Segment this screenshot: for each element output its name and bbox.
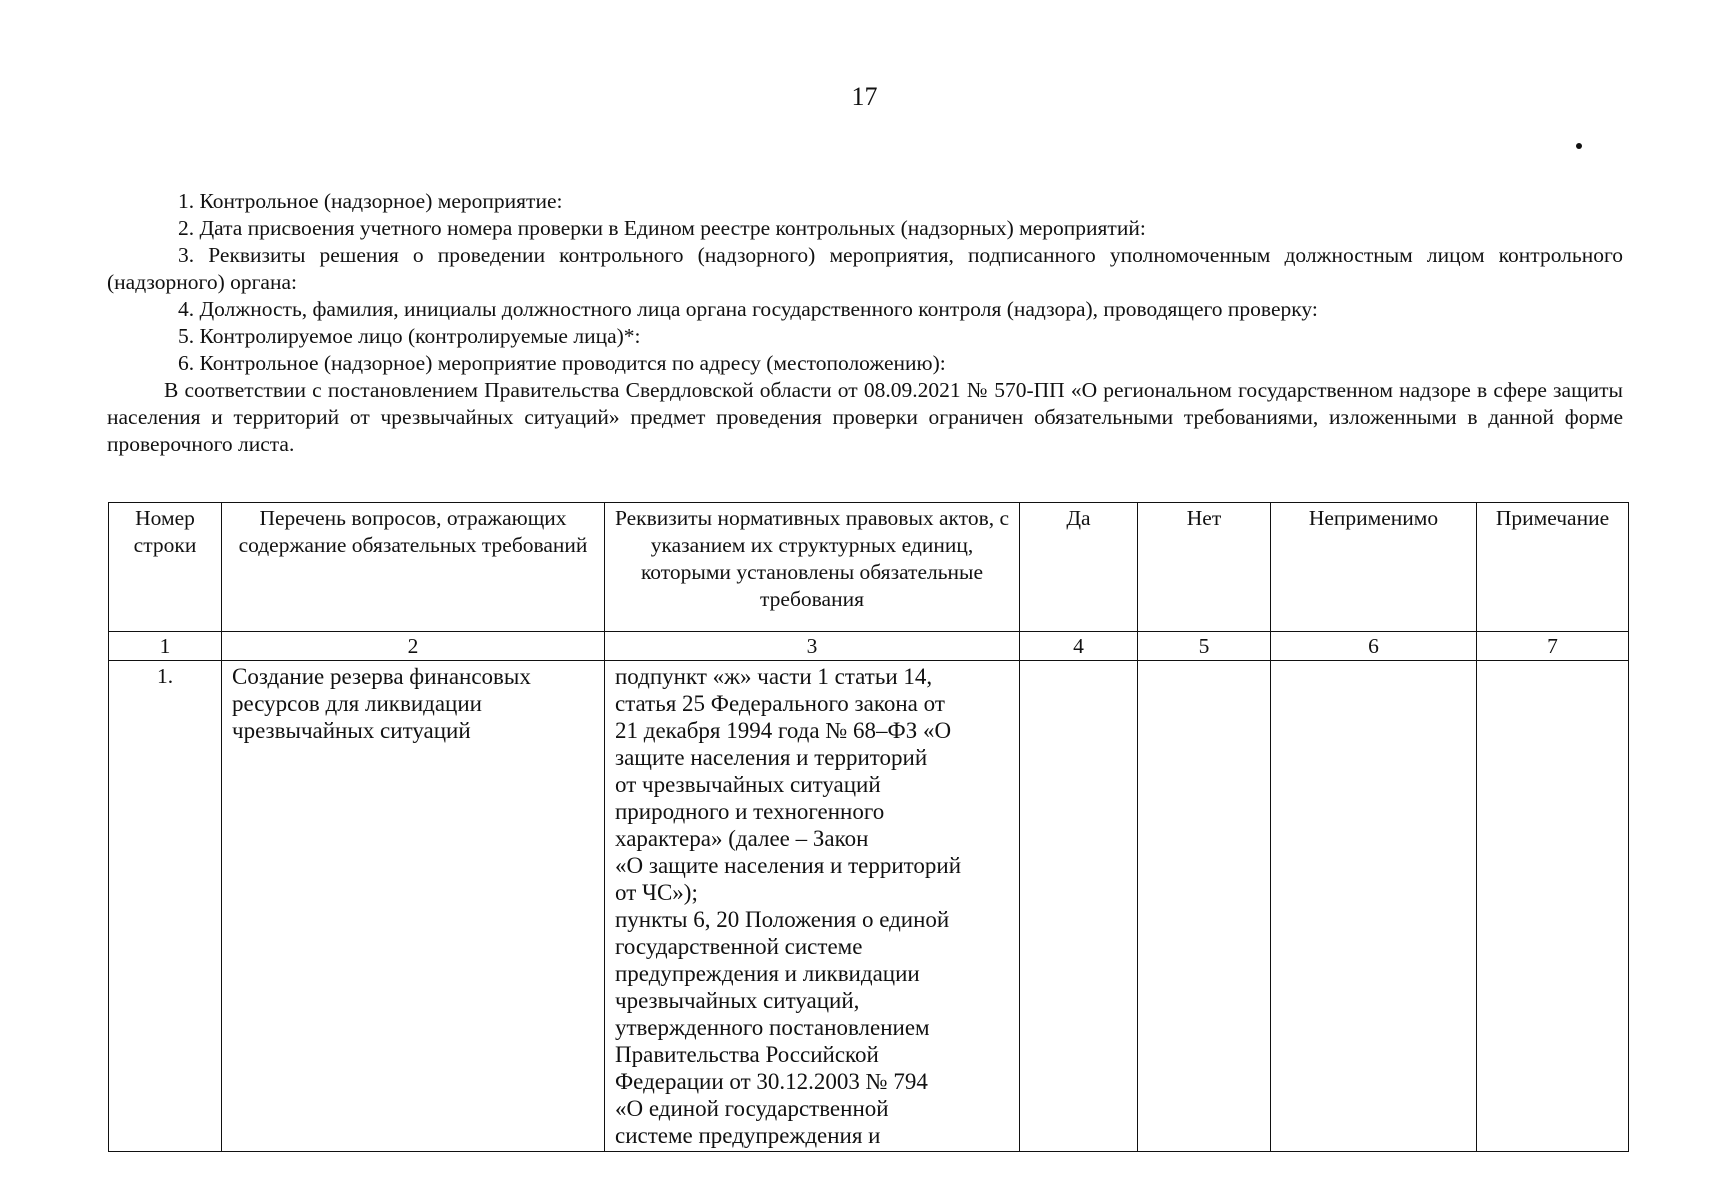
intro-paragraph: В соответствии с постановлением Правительства Свердловской области от 08.09.2021 № 570-ПП «О региональном государственном надзоре в сфере защиты населения и территорий от чрезвычайных ситуаций» предмет проведения проверки ограничен обязательными требованиями, изложенными в данной форме проверочного листа. xyxy=(107,378,1623,456)
yes-cell[interactable] xyxy=(1020,661,1138,1152)
column-number-row xyxy=(109,632,1629,661)
header-not-applicable: Неприменимо xyxy=(1271,503,1477,632)
header-questions: Перечень вопросов, отражающих содержание обязательных требований xyxy=(222,503,605,632)
header-requisites: Реквизиты нормативных правовых актов, с указанием их структурных единиц, которыми установлены обязательные требования xyxy=(605,503,1020,632)
intro-item-2: 2. Дата присвоения учетного номера проверки в Едином реестре контрольных (надзорных) мероприятий: xyxy=(178,216,1146,240)
header-no: Нет xyxy=(1138,503,1271,632)
column-number: 3 xyxy=(605,632,1020,661)
not-applicable-cell[interactable] xyxy=(1271,661,1477,1152)
column-number: 4 xyxy=(1020,632,1138,661)
stray-dot xyxy=(1576,143,1582,149)
column-number: 7 xyxy=(1477,632,1629,661)
intro-item-3: 3. Реквизиты решения о проведении контрольного (надзорного) мероприятия, подписанного уполномоченным должностным лицом контрольного (надзорного) органа: xyxy=(107,243,1623,294)
column-number: 6 xyxy=(1271,632,1477,661)
intro-item-4: 4. Должность, фамилия, инициалы должностного лица органа государственного контроля (надзора), проводящего проверку: xyxy=(178,297,1318,321)
intro-item-5: 5. Контролируемое лицо (контролируемые лица)*: xyxy=(178,324,641,348)
table-row xyxy=(109,661,1629,1152)
row-number-cell: 1. xyxy=(109,661,222,1152)
header-row-number: Номер строки xyxy=(109,503,222,632)
question-cell: Создание резерва финансовых ресурсов для ликвидации чрезвычайных ситуаций xyxy=(222,661,605,1152)
column-number: 5 xyxy=(1138,632,1271,661)
header-yes: Да xyxy=(1020,503,1138,632)
note-cell[interactable] xyxy=(1477,661,1629,1152)
column-number: 1 xyxy=(109,632,222,661)
intro-section xyxy=(107,188,1623,458)
page-number: 17 xyxy=(851,82,878,111)
no-cell[interactable] xyxy=(1138,661,1271,1152)
column-number: 2 xyxy=(222,632,605,661)
requisites-cell: подпункт «ж» части 1 статьи 14, статья 25 Федерального закона от 21 декабря 1994 года № 68–ФЗ «О защите населения и территорий от чрезвычайных ситуаций природного и техногенного характера» (далее – Закон «О защите населения и территорий от ЧС»); пункты 6, 20 Положения о единой государственной системе предупреждения и ликвидации чрезвычайных ситуаций, утвержденного постановлением Правительства Российской Федерации от 30.12.2003 № 794 «О единой государственной системе предупреждения и xyxy=(605,661,1020,1152)
checklist-table xyxy=(108,502,1629,1152)
header-note: Примечание xyxy=(1477,503,1629,632)
table-header-row xyxy=(109,503,1629,632)
intro-item-6: 6. Контрольное (надзорное) мероприятие проводится по адресу (местоположению): xyxy=(178,351,946,375)
intro-item-1: 1. Контрольное (надзорное) мероприятие: xyxy=(178,189,563,213)
